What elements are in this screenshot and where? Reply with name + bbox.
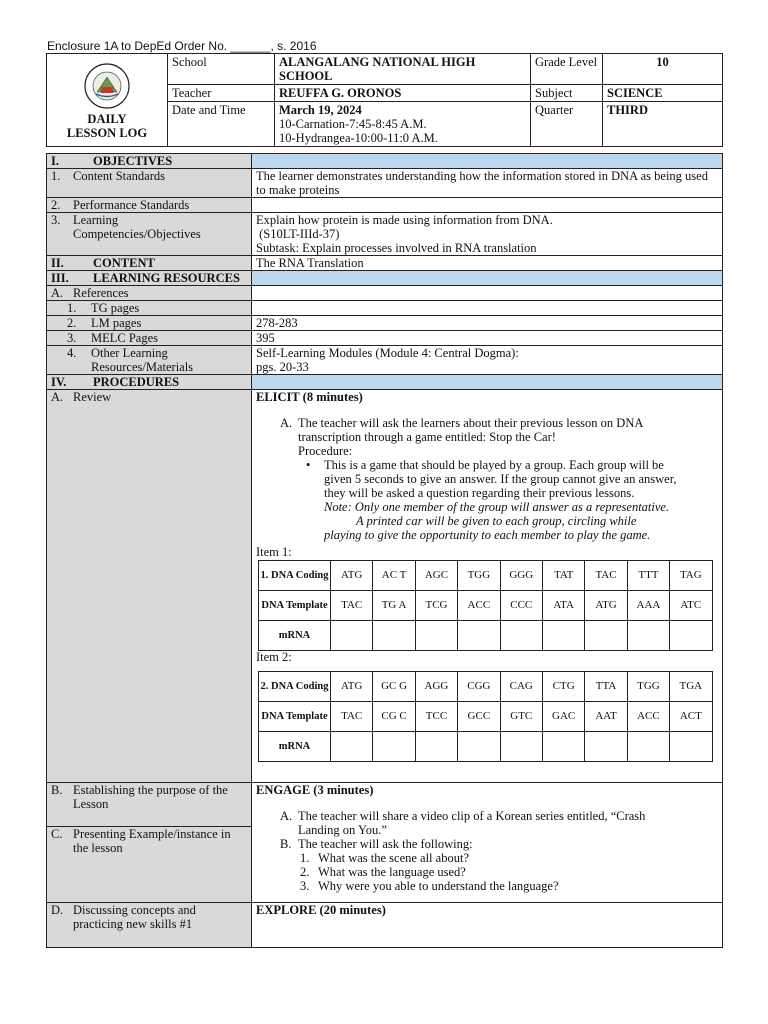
- item1-table: [258, 560, 713, 651]
- lm-pages-value: 278-283: [252, 316, 723, 331]
- other-resources-label: 4. Other Learning Resources/Materials: [47, 346, 252, 375]
- mrna-answer-cell: [373, 732, 415, 762]
- codon-cell: ATC: [670, 591, 712, 621]
- date-label: Date and Time: [168, 102, 275, 147]
- subject-label: Subject: [531, 85, 603, 102]
- codon-cell: ATG: [585, 591, 627, 621]
- procedures-heading-value: [252, 375, 723, 390]
- question-2: 2. What was the language used?: [300, 865, 466, 879]
- note-line-2: A printed car will be given to each group, circling while: [356, 514, 637, 528]
- tg-pages-label: 1. TG pages: [47, 301, 252, 316]
- time-hydrangea: 10-Hydrangea-10:00-11:0 A.M.: [279, 131, 438, 145]
- row-label: DNA Template: [259, 702, 331, 732]
- row-label: mRNA: [259, 621, 331, 651]
- item2-table: [258, 671, 713, 762]
- codon-cell: GTC: [500, 702, 542, 732]
- lm-pages-label: 2. LM pages: [47, 316, 252, 331]
- codon-cell: TCG: [415, 591, 457, 621]
- game-rules-bullet: • This is a game that should be played by a group. Each group will be given 5 seconds to give an answer. If the group cannot give an answer, they will be asked a question regarding their previous lessons.: [306, 458, 677, 500]
- mrna-answer-cell: [415, 732, 457, 762]
- review-label: A. Review: [47, 390, 252, 783]
- question-3: 3. Why were you able to understand the language?: [300, 879, 559, 893]
- content-value: The RNA Translation: [252, 256, 723, 271]
- codon-cell: CGG: [458, 672, 500, 702]
- codon-cell: GAC: [542, 702, 584, 732]
- time-carnation: 10-Carnation-7:45-8:45 A.M.: [279, 117, 427, 131]
- quarter-label: Quarter: [531, 102, 603, 147]
- teacher-value: REUFFA G. ORONOS: [275, 85, 531, 102]
- codon-cell: ACC: [458, 591, 500, 621]
- item1-label: Item 1:: [256, 545, 292, 559]
- melc-pages-label: 3. MELC Pages: [47, 331, 252, 346]
- question-1: 1. What was the scene all about?: [300, 851, 469, 865]
- establishing-purpose-label: B. Establishing the purpose of the Lesson: [47, 783, 252, 827]
- mrna-answer-cell: [627, 621, 669, 651]
- engage-title: ENGAGE (3 minutes): [256, 783, 374, 797]
- school-seal-icon: [84, 63, 130, 109]
- table-row: [259, 702, 713, 732]
- explore-title: EXPLORE (20 minutes): [256, 903, 386, 917]
- codon-cell: TGG: [627, 672, 669, 702]
- presenting-example-label: C. Presenting Example/instance in the lesson: [47, 827, 252, 903]
- codon-cell: ATG: [331, 672, 373, 702]
- performance-standards-label: 2. Performance Standards: [47, 198, 252, 213]
- codon-cell: AC T: [373, 561, 415, 591]
- date-value: March 19, 2024: [279, 103, 362, 117]
- teacher-label: Teacher: [168, 85, 275, 102]
- mrna-answer-cell: [542, 621, 584, 651]
- enclosure-note: Enclosure 1A to DepEd Order No. ______, s. 2016: [47, 39, 317, 53]
- discussing-concepts-label: D. Discussing concepts and practicing new skills #1: [47, 903, 252, 948]
- row-label: mRNA: [259, 732, 331, 762]
- codon-cell: AGC: [415, 561, 457, 591]
- elicit-title: ELICIT (8 minutes): [256, 390, 363, 404]
- codon-cell: CCC: [500, 591, 542, 621]
- mrna-answer-cell: [500, 621, 542, 651]
- codon-cell: TTT: [627, 561, 669, 591]
- date-cell: [275, 102, 531, 147]
- performance-standards-value: [252, 198, 723, 213]
- codon-cell: AAT: [585, 702, 627, 732]
- codon-cell: AAA: [627, 591, 669, 621]
- learning-competencies-value: Explain how protein is made using information from DNA. (S10LT-IIId-37) Subtask: Explain processes involved in RNA translation: [252, 213, 723, 256]
- content-standards-label: 1. Content Standards: [47, 169, 252, 198]
- codon-cell: TTA: [585, 672, 627, 702]
- title-lesson-log: LESSON LOG: [66, 125, 148, 140]
- mrna-answer-cell: [458, 732, 500, 762]
- grade-label: Grade Level: [531, 54, 603, 85]
- references-label: A. References: [47, 286, 252, 301]
- table-row: [259, 561, 713, 591]
- logo-cell: [47, 54, 168, 147]
- content-standards-value: The learner demonstrates understanding how the information stored in DNA as being used to make proteins: [252, 169, 723, 198]
- mrna-answer-cell: [670, 621, 712, 651]
- item1-block: [256, 545, 713, 651]
- quarter-value: THIRD: [603, 102, 723, 147]
- grade-value: 10: [603, 54, 723, 85]
- mrna-answer-cell: [415, 621, 457, 651]
- explore-content: [252, 903, 723, 948]
- mrna-answer-cell: [373, 621, 415, 651]
- other-resources-value: Self-Learning Modules (Module 4: Central Dogma): pgs. 20-33: [252, 346, 723, 375]
- codon-cell: GGG: [500, 561, 542, 591]
- header-table: [46, 53, 723, 147]
- codon-cell: ATG: [331, 561, 373, 591]
- codon-cell: TAC: [585, 561, 627, 591]
- codon-cell: TCC: [415, 702, 457, 732]
- row-label: DNA Template: [259, 591, 331, 621]
- codon-cell: CTG: [542, 672, 584, 702]
- mrna-answer-cell: [542, 732, 584, 762]
- mrna-answer-cell: [331, 621, 373, 651]
- learning-resources-value: [252, 271, 723, 286]
- item2-block: [256, 650, 713, 762]
- objectives-heading-value: [252, 154, 723, 169]
- title-daily: DAILY: [87, 111, 127, 126]
- procedures-heading: IV. PROCEDURES: [47, 375, 252, 390]
- subject-value: SCIENCE: [603, 85, 723, 102]
- school-label: School: [168, 54, 275, 85]
- codon-cell: AGG: [415, 672, 457, 702]
- table-row: [259, 732, 713, 762]
- mrna-answer-cell: [458, 621, 500, 651]
- note-line-1: Note: Only one member of the group will answer as a representative.: [324, 500, 670, 514]
- mrna-answer-cell: [670, 732, 712, 762]
- table-row: [259, 672, 713, 702]
- row-label: 2. DNA Coding: [259, 672, 331, 702]
- row-label: 1. DNA Coding: [259, 561, 331, 591]
- references-value: [252, 286, 723, 301]
- table-row: [259, 591, 713, 621]
- learning-competencies-label: 3. Learning Competencies/Objectives: [47, 213, 252, 256]
- table-row: [259, 621, 713, 651]
- melc-pages-value: 395: [252, 331, 723, 346]
- mrna-answer-cell: [331, 732, 373, 762]
- codon-cell: TAC: [331, 702, 373, 732]
- codon-cell: TGG: [458, 561, 500, 591]
- engage-item-a: A. The teacher will share a video clip of a Korean series entitled, “Crash Landing on You.”: [280, 809, 646, 837]
- codon-cell: GCC: [458, 702, 500, 732]
- engage-content: [252, 783, 723, 903]
- content-heading: II. CONTENT: [47, 256, 252, 271]
- engage-item-b: B. The teacher will ask the following:: [280, 837, 473, 851]
- item2-label: Item 2:: [256, 650, 292, 664]
- codon-cell: TGA: [670, 672, 712, 702]
- elicit-item-a: A. The teacher will ask the learners about their previous lesson on DNA transcription through a game entitled: Stop the Car! Procedure:: [280, 416, 644, 458]
- codon-cell: CAG: [500, 672, 542, 702]
- codon-cell: GC G: [373, 672, 415, 702]
- mrna-answer-cell: [500, 732, 542, 762]
- codon-cell: TAG: [670, 561, 712, 591]
- mrna-answer-cell: [585, 621, 627, 651]
- codon-cell: CG C: [373, 702, 415, 732]
- codon-cell: ACC: [627, 702, 669, 732]
- codon-cell: ACT: [670, 702, 712, 732]
- codon-cell: ATA: [542, 591, 584, 621]
- codon-cell: TG A: [373, 591, 415, 621]
- learning-resources-heading: III. LEARNING RESOURCES: [47, 271, 252, 286]
- codon-cell: TAC: [331, 591, 373, 621]
- school-value: ALANGALANG NATIONAL HIGH SCHOOL: [275, 54, 531, 85]
- codon-cell: TAT: [542, 561, 584, 591]
- objectives-heading: I. OBJECTIVES: [47, 154, 252, 169]
- tg-pages-value: [252, 301, 723, 316]
- note-line-3: playing to give the opportunity to each member to play the game.: [324, 528, 651, 542]
- mrna-answer-cell: [585, 732, 627, 762]
- mrna-answer-cell: [627, 732, 669, 762]
